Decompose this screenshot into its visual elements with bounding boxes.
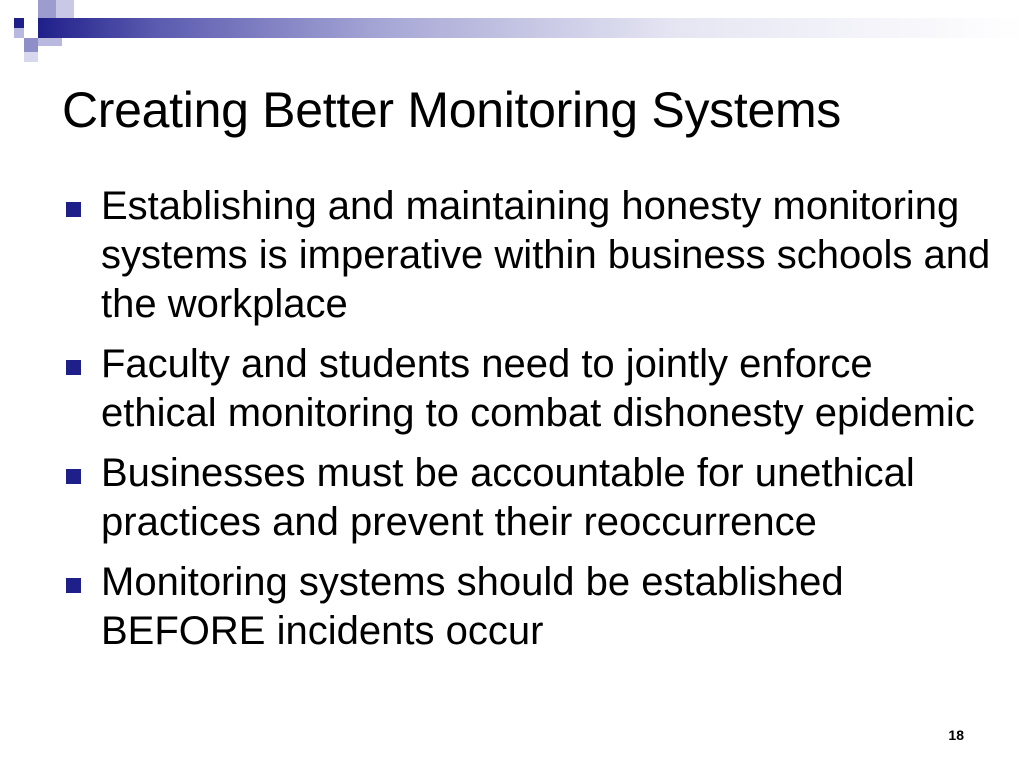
gradient-bar (38, 18, 1024, 38)
bullet-text: Businesses must be accountable for unethical practices and prevent their reoccurrence (101, 451, 915, 544)
bullet-item (62, 558, 992, 656)
bullet-list (62, 182, 992, 667)
decor-square (24, 38, 38, 52)
decor-square (38, 38, 62, 46)
decor-square (38, 0, 56, 18)
slide-title: Creating Better Monitoring Systems (62, 82, 842, 138)
bullet-text: Faculty and students need to jointly enforce ethical monitoring to combat dishonesty epidemic (101, 342, 975, 435)
bullet-text: Monitoring systems should be established BEFORE incidents occur (101, 560, 844, 653)
decor-square (24, 52, 38, 62)
bullet-item (62, 449, 992, 547)
decor-square (56, 0, 74, 18)
decor-square (14, 18, 24, 28)
decor-square (14, 28, 24, 38)
square-bullet-icon (66, 360, 81, 375)
square-bullet-icon (66, 578, 81, 593)
square-bullet-icon (66, 202, 81, 217)
square-bullet-icon (66, 469, 81, 484)
bullet-text: Establishing and maintaining honesty monitoring systems is imperative within business schools and the workplace (101, 184, 991, 326)
page-number: 18 (948, 727, 964, 743)
bullet-item (62, 182, 992, 329)
decor-square (0, 0, 38, 18)
bullet-item (62, 340, 992, 438)
